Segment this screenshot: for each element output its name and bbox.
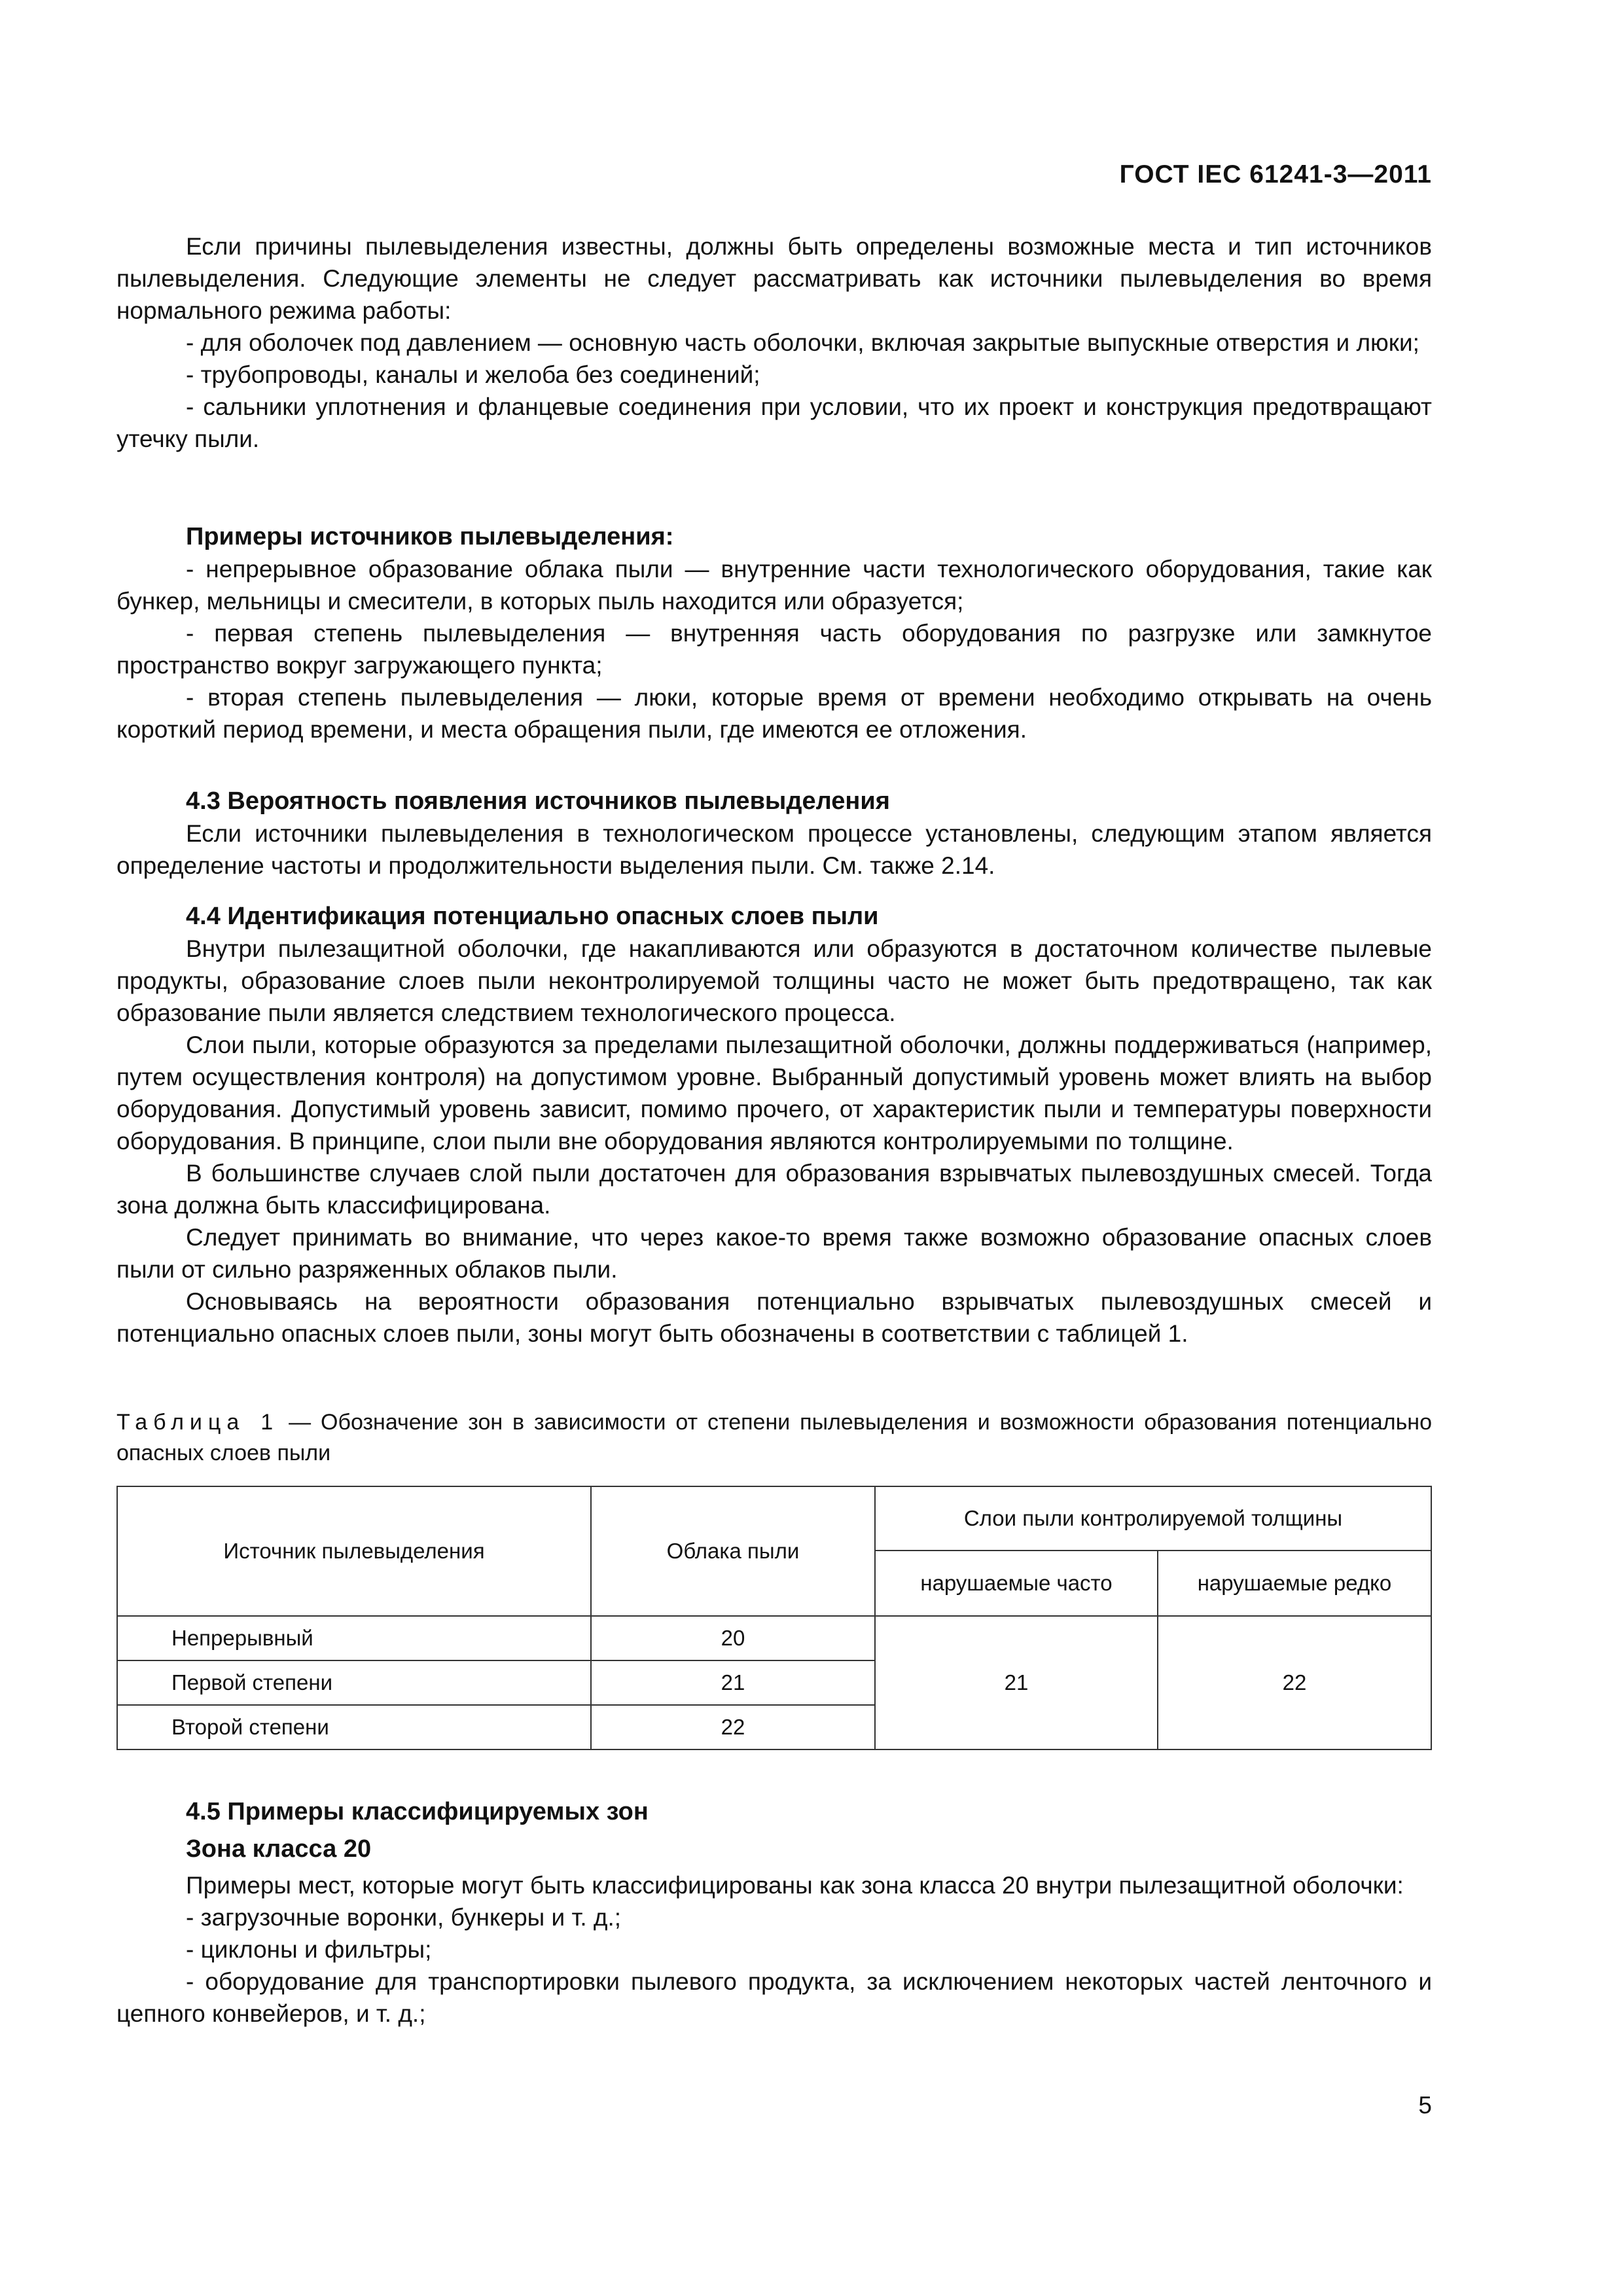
- list-item: - для оболочек под давлением — основную часть оболочки, включая закрытые выпускные отверстия и люки;: [186, 329, 1419, 356]
- list-item: - непрерывное образование облака пыли — внутренние части технологического оборудования, такие как бункер, мельницы и смесители, в которых пыль находится или образуется;: [116, 556, 1432, 615]
- paragraph: Если причины пылевыделения известны, должны быть определены возможные места и тип источников пылевыделения. Следующие элементы не следует рассматривать как источники пылевыделения во время нормального режима работы:: [116, 233, 1432, 324]
- paragraph: Следует принимать во внимание, что через какое-то время также возможно образование опасных слоев пыли от сильно разряженных облаков пыли.: [116, 1224, 1432, 1283]
- document-header: ГОСТ IEC 61241-3—2011: [1119, 160, 1432, 188]
- header-cell: Облака пыли: [591, 1486, 875, 1616]
- header-cell: нарушаемые часто: [875, 1551, 1158, 1616]
- subsection-title: Зона класса 20: [186, 1835, 372, 1863]
- paragraph: Слои пыли, которые образуются за пределами пылезащитной оболочки, должны поддерживаться (например, путем осуществления контроля) на допустимом уровне. Выбранный допустимый уровень может влиять на выбор оборудования. Допустимый уровень зависит, помимо прочего, от характеристик пыли и температуры поверхности оборудования. В принципе, слои пыли вне оборудования являются контролируемыми по толщине.: [116, 1031, 1432, 1155]
- list-item: - трубопроводы, каналы и желоба без соединений;: [186, 361, 760, 388]
- table-row: [117, 1616, 1431, 1660]
- paragraph: Примеры мест, которые могут быть классифицированы как зона класса 20 внутри пылезащитной оболочки:: [186, 1872, 1404, 1899]
- list-item: - загрузочные воронки, бункеры и т. д.;: [186, 1904, 622, 1931]
- section-4-3: [116, 785, 1432, 882]
- intro-section: [116, 230, 1432, 455]
- table-cell: 21: [591, 1660, 875, 1705]
- list-item: - оборудование для транспортировки пылевого продукта, за исключением некоторых частей ленточного и цепного конвейеров, и т. д.;: [116, 1968, 1432, 2027]
- list-item: - сальники уплотнения и фланцевые соединения при условии, что их проект и конструкция предотвращают утечку пыли.: [116, 393, 1432, 452]
- zones-table: [116, 1486, 1432, 1750]
- table-cell: Первой степени: [117, 1660, 591, 1705]
- section-title: 4.5 Примеры классифицируемых зон: [186, 1798, 649, 1825]
- header-cell: нарушаемые редко: [1158, 1551, 1431, 1616]
- list-item: - циклоны и фильтры;: [186, 1936, 432, 1963]
- page-number: 5: [1418, 2092, 1432, 2119]
- paragraph: Если источники пылевыделения в технологическом процессе установлены, следующим этапом является определение частоты и продолжительности выделения пыли. См. также 2.14.: [116, 820, 1432, 879]
- table-label: Таблица 1: [116, 1410, 279, 1435]
- examples-section: [116, 521, 1432, 745]
- header-cell: Слои пыли контролируемой толщины: [875, 1486, 1431, 1551]
- paragraph: В большинстве случаев слой пыли достаточен для образования взрывчатых пылевоздушных смесей. Тогда зона должна быть классифицирована.: [116, 1160, 1432, 1219]
- table-cell: 21: [875, 1616, 1158, 1749]
- examples-title: Примеры источников пылевыделения:: [186, 523, 674, 550]
- table-caption-text: — Обозначение зон в зависимости от степени пылевыделения и возможности образования потенциально опасных слоев пыли: [116, 1410, 1432, 1465]
- table-cell: 22: [591, 1705, 875, 1749]
- table-cell: 20: [591, 1616, 875, 1660]
- list-item: - вторая степень пылевыделения — люки, которые время от времени необходимо открывать на очень короткий период времени, и места обращения пыли, где имеются ее отложения.: [116, 684, 1432, 743]
- paragraph: Внутри пылезащитной оболочки, где накапливаются или образуются в достаточном количестве пылевые продукты, образование слоев пыли неконтролируемой толщины часто не может быть предотвращено, так как образование пыли является следствием технологического процесса.: [116, 935, 1432, 1026]
- section-title: 4.3 Вероятность появления источников пылевыделения: [186, 787, 890, 815]
- table-caption: [116, 1407, 1432, 1469]
- list-item: - первая степень пылевыделения — внутренняя часть оборудования по разгрузке или замкнутое пространство вокруг загружающего пункта;: [116, 620, 1432, 679]
- section-4-4: [116, 901, 1432, 1350]
- section-4-5: [116, 1796, 1432, 2030]
- header-cell: Источник пылевыделения: [117, 1486, 591, 1616]
- table-cell: Непрерывный: [117, 1616, 591, 1660]
- section-title: 4.4 Идентификация потенциально опасных слоев пыли: [186, 903, 879, 930]
- paragraph: Основываясь на вероятности образования потенциально взрывчатых пылевоздушных смесей и потенциально опасных слоев пыли, зоны могут быть обозначены в соответствии с таблицей 1.: [116, 1288, 1432, 1347]
- table-cell: Второй степени: [117, 1705, 591, 1749]
- table-cell: 22: [1158, 1616, 1431, 1749]
